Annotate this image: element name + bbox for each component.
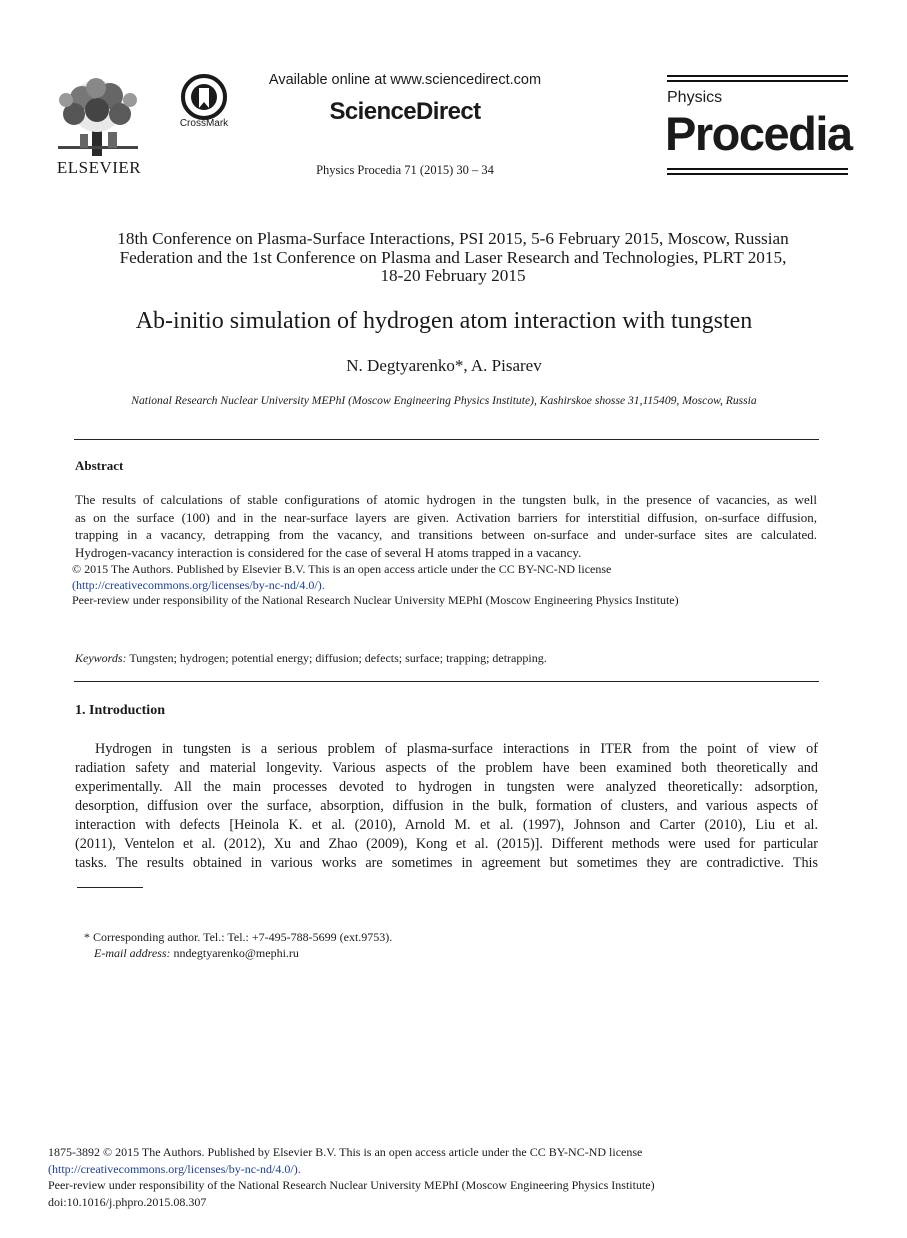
abstract-body: [75, 491, 817, 561]
paragraph-line: radiation safety and material longevity. Various aspects of the problem have been examined both theoretically and: [75, 760, 818, 776]
crossmark-label: CrossMark: [179, 118, 229, 129]
paragraph-line: desorption, diffusion over the surface, absorption, diffusion in the bulk, formation of clusters, and various aspects of: [75, 798, 818, 814]
doi[interactable]: doi:10.1016/j.phpro.2015.08.307: [48, 1194, 207, 1209]
page-footer: [48, 1144, 808, 1210]
paragraph-line: (2011), Ventelon et al. (2012), Xu and Zhao (2009), Kong et al. (2015)]. Different methods were used for particular: [75, 836, 818, 852]
footnote: [84, 929, 392, 961]
section-heading: 1. Introduction: [75, 703, 165, 718]
keywords-label: Keywords:: [75, 651, 127, 665]
email-label: E-mail address:: [94, 946, 171, 960]
paragraph-line: interaction with defects [Heinola K. et al. (2010), Arnold M. et al. (1997), Johnson and Carter (2010), Liu et al.: [75, 817, 818, 833]
article-title: Ab-initio simulation of hydrogen atom interaction with tungsten: [135, 308, 753, 334]
license-link[interactable]: (http://creativecommons.org/licenses/by-nc-nd/4.0/).: [72, 577, 325, 592]
copyright-line: © 2015 The Authors. Published by Elsevier B.V. This is an open access article under the CC BY-NC-ND license: [72, 562, 612, 576]
abstract-heading: Abstract: [75, 458, 124, 473]
abstract-line: The results of calculations of stable configurations of atomic hydrogen in the tungsten bulk, in the presence of vacancies, as well: [75, 492, 817, 507]
keywords: [75, 651, 817, 666]
journal-logo-large: Procedia: [665, 107, 852, 160]
introduction-body: [75, 740, 818, 873]
issn-line: 1875-3892 © 2015 The Authors. Published by Elsevier B.V. This is an open access article under the CC BY-NC-ND license: [48, 1145, 643, 1159]
publisher-name: ELSEVIER: [56, 158, 142, 177]
conference-info: [60, 230, 846, 286]
conference-line: 18-20 February 2015: [380, 266, 526, 285]
journal-logo-rule-top-2: [667, 80, 848, 82]
abstract-line: Hydrogen-vacancy interaction is considered for the case of several H atoms trapped in a vacancy.: [75, 544, 582, 560]
elsevier-tree-icon: [52, 76, 144, 158]
paragraph-line: tasks. The results obtained in various works are sometimes in agreement but sometimes they are contradictive. This: [75, 855, 818, 871]
paragraph-line: Hydrogen in tungsten is a serious problem of plasma-surface interactions in ITER from the point of view of: [95, 741, 818, 757]
footnote-divider: [77, 887, 143, 888]
crossmark-icon[interactable]: [178, 74, 230, 120]
email-address[interactable]: nndegtyarenko@mephi.ru: [173, 946, 299, 960]
corresponding-author: * Corresponding author. Tel.: Tel.: +7-495-788-5699 (ext.9753).: [84, 930, 393, 944]
abstract-line: as on the surface (100) and in the near-surface layers are given. Activation barriers for interstitial diffusion, on-surface diffusion,: [75, 509, 817, 525]
conference-line: 18th Conference on Plasma-Surface Interactions, PSI 2015, 5-6 February 2015, Moscow, Russian: [117, 229, 789, 248]
divider: [74, 681, 819, 682]
journal-logo-rule-bottom: [667, 168, 848, 170]
footer-license-link[interactable]: (http://creativecommons.org/licenses/by-nc-nd/4.0/).: [48, 1161, 301, 1176]
keywords-text: Tungsten; hydrogen; potential energy; diffusion; defects; surface; trapping; detrapping.: [129, 651, 547, 665]
journal-logo-rule-top: [667, 75, 848, 77]
available-online[interactable]: Available online at www.sciencedirect.com: [268, 72, 542, 88]
journal-logo-small: Physics: [667, 89, 723, 106]
rights-statement: [72, 562, 832, 609]
abstract-line: trapping in a vacancy, detrapping from the vacancy, and transitions between on-surface and under-surface sites are calculated.: [75, 527, 817, 542]
divider: [74, 439, 819, 440]
article-authors: N. Degtyarenko*, A. Pisarev: [346, 356, 542, 375]
paragraph-line: experimentally. All the main processes devoted to hydrogen in tungsten were analyzed theoretically: adsorption,: [75, 779, 818, 795]
platform-name[interactable]: ScienceDirect: [329, 98, 481, 125]
peer-review-line: Peer-review under responsibility of the National Research Nuclear University MEPhI (Moscow Engineering Physics Institute): [72, 593, 679, 607]
footer-peer-review: Peer-review under responsibility of the National Research Nuclear University MEPhI (Moscow Engineering Physics Institute): [48, 1178, 655, 1192]
journal-logo-rule-bottom-2: [667, 173, 848, 175]
journal-reference: Physics Procedia 71 (2015) 30 – 34: [316, 163, 494, 177]
author-affiliation: National Research Nuclear University MEPhI (Moscow Engineering Physics Institute), Kashirskoe shosse 31,115409, Moscow, Russia: [131, 394, 757, 407]
email-line: [84, 945, 392, 961]
conference-line: Federation and the 1st Conference on Plasma and Laser Research and Technologies, PLRT 2015,: [119, 247, 787, 267]
